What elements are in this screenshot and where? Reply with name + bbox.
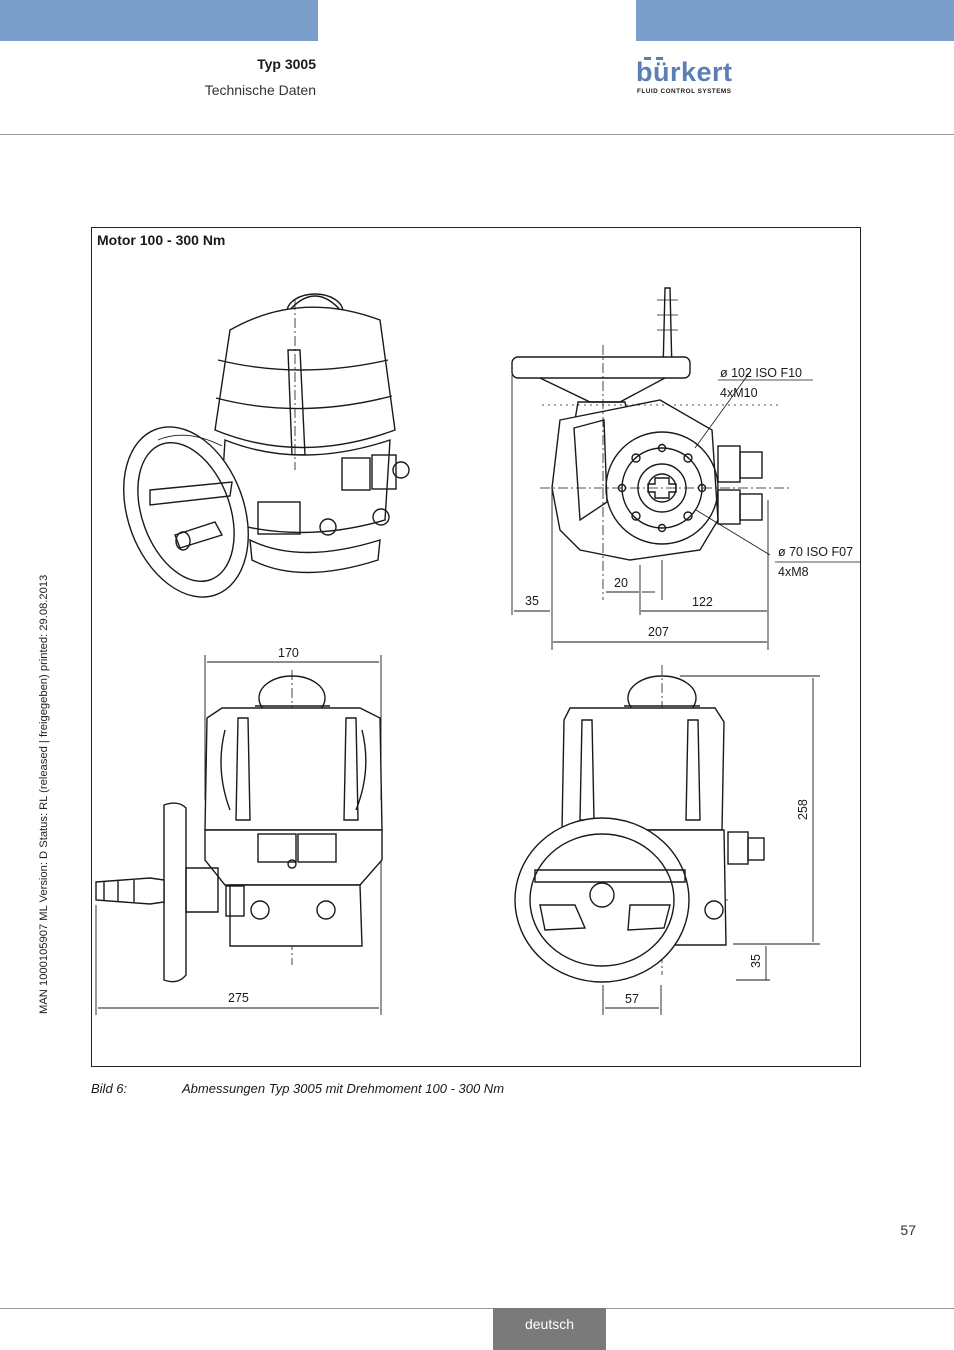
technical-drawing — [92, 228, 860, 1066]
side-view — [515, 676, 764, 982]
dim-170: 170 — [278, 646, 299, 660]
dim-207: 207 — [648, 625, 669, 639]
dim-35-side: 35 — [749, 954, 763, 968]
footer-rule — [0, 1308, 954, 1309]
document-status-text: MAN 1000105907 ML Version: D Status: RL (released | freigegeben) printed: 29.08.2013 — [38, 574, 50, 1014]
dim-flange-f07: ø 70 ISO F07 — [778, 545, 854, 559]
header-band-left — [0, 0, 318, 41]
burkert-logo — [636, 55, 736, 97]
dim-bolts-f07: 4xM8 — [778, 565, 809, 579]
dim-bolts-f10: 4xM10 — [720, 386, 758, 400]
logo-tagline: FLUID CONTROL SYSTEMS — [637, 88, 731, 95]
perspective-view — [101, 294, 409, 615]
top-view — [512, 288, 860, 562]
figure-title: Motor 100 - 300 Nm — [97, 232, 226, 248]
figure-caption-text: Abmessungen Typ 3005 mit Drehmoment 100 - 300 Nm — [182, 1081, 505, 1096]
page-number: 57 — [900, 1222, 916, 1238]
header-band-right — [636, 0, 954, 41]
dim-258: 258 — [796, 799, 810, 820]
language-tab: deutsch — [493, 1308, 606, 1350]
section-title: Technische Daten — [204, 82, 316, 98]
figure-caption-label: Bild 6: — [91, 1081, 128, 1096]
header-rule — [0, 134, 954, 135]
dim-57: 57 — [625, 992, 639, 1006]
dim-20: 20 — [614, 576, 628, 590]
dim-122: 122 — [692, 595, 713, 609]
logo-brand: bürkert — [636, 57, 732, 87]
product-title: Typ 3005 — [257, 56, 316, 72]
dim-35-top: 35 — [525, 594, 539, 608]
dim-flange-f10: ø 102 ISO F10 — [720, 366, 802, 380]
dim-275: 275 — [228, 991, 249, 1005]
